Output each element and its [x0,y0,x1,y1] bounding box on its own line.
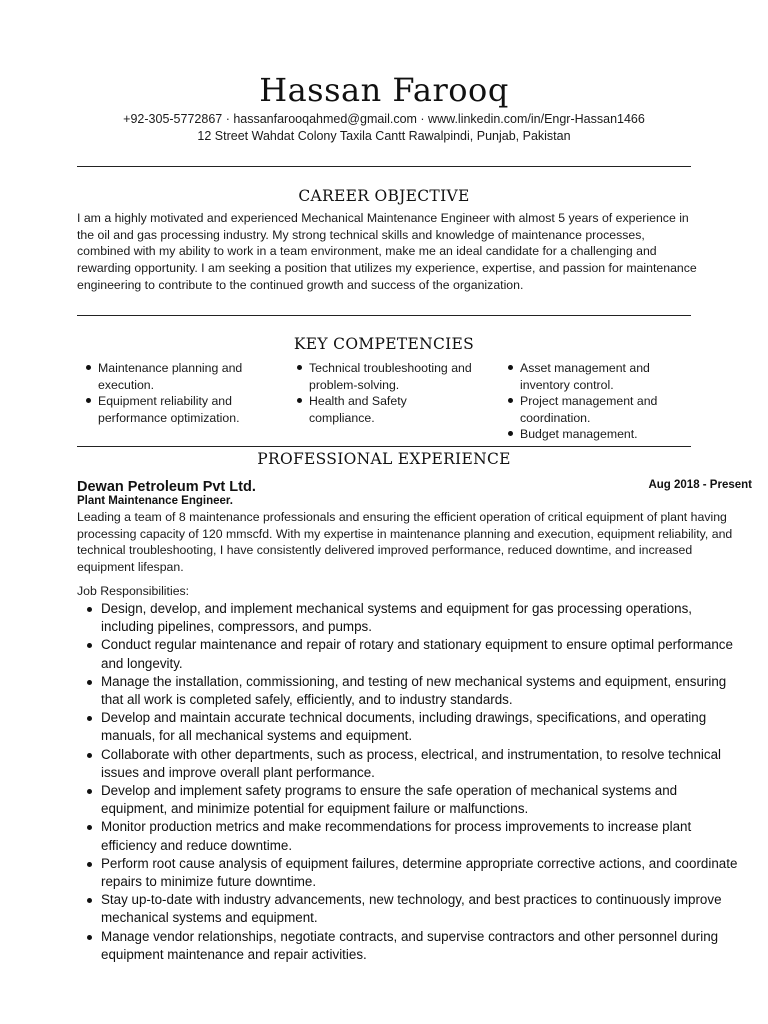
bullet-icon [87,898,92,903]
section-divider [77,315,691,316]
career-objective-text: I am a highly motivated and experienced Mechanical Maintenance Engineer with almost 5 years of experience in the oil and gas processing industry. My strong technical skills and knowledge of maintenance processes, combined with my ability to work in a team environment, make me an ideal candidate for a challenging and rewarding opportunity. I am seeking a position that utilizes my experience, expertise, and passion for maintenance engineering to contribute to the continued growth and success of the organization. [77,211,697,292]
list-item-text: Project management and coordination. [520,394,658,425]
bullet-icon [86,365,91,370]
list-item-text: Develop and maintain accurate technical documents, including drawings, specifications, and operating manuals, for all mechanical systems and equipment. [101,710,707,744]
competencies-column-2 [288,360,473,426]
bullet-icon [86,398,91,403]
list-item [77,818,747,854]
list-item [288,393,473,426]
bullet-icon [297,398,302,403]
competencies-column-1 [77,360,267,426]
list-item [77,709,747,745]
job-responsibilities-list [77,600,747,964]
list-item-text: Develop and implement safety programs to ensure the safe operation of mechanical systems and equipment, and minimize potential for equipment failure or malfunctions. [101,783,678,817]
contact-line: +92-305-5772867 · hassanfarooqahmed@gmail.com · www.linkedin.com/in/Engr-Hassan1466 [123,112,645,126]
list-item [77,393,267,426]
list-item-text: Collaborate with other departments, such as process, electrical, and instrumentation, to resolve technical issues and improve overall plant performance. [101,746,722,780]
list-item-text: Asset management and inventory control. [520,361,650,392]
list-item-text: Technical troubleshooting and problem-solving. [309,361,472,392]
list-item [77,855,747,891]
bullet-icon [87,862,92,867]
list-item [77,928,747,964]
bullet-icon [87,825,92,830]
bullet-icon [87,643,92,648]
job-summary: Leading a team of 8 maintenance professionals and ensuring the efficient operation of critical equipment of plant having processing capacity of 120 mmscfd. With my expertise in maintenance planning and execution, equipment reliability, and technical troubleshooting, I have consistently delivered improved performance, reduced downtime, and increased equipment lifespan. [77,510,733,575]
bullet-icon [87,935,92,940]
list-item-text: Stay up-to-date with industry advancements, new technology, and best practices to continuously improve mechanical systems and equipment. [101,892,722,926]
bullet-icon [87,716,92,721]
list-item [288,360,473,393]
candidate-name: Hassan Farooq [259,71,509,109]
list-item-text: Budget management. [520,427,638,441]
bullet-icon [508,365,513,370]
list-item-text: Manage the installation, commissioning, and testing of new mechanical systems and equipment, ensuring that all work is completed safely, efficiently, and to industry standards. [101,673,727,708]
address-line: 12 Street Wahdat Colony Taxila Cantt Rawalpindi, Punjab, Pakistan [197,129,571,143]
list-item [77,746,747,782]
career-objective-heading: CAREER OBJECTIVE [298,187,470,205]
list-item-text: Equipment reliability and performance optimization. [98,394,240,425]
competencies-column-3 [499,360,689,443]
bullet-icon [87,789,92,794]
list-item [77,636,747,672]
key-competencies-heading: KEY COMPETENCIES [293,335,475,353]
bullet-icon [508,398,513,403]
section-divider [77,446,691,447]
job-title: Plant Maintenance Engineer. [77,495,233,507]
list-item [499,393,689,426]
employment-dates: Aug 2018 - Present [648,479,752,491]
bullet-icon [87,753,92,758]
list-item [77,782,747,818]
list-item [77,891,747,927]
list-item [499,360,689,393]
list-item-text: Conduct regular maintenance and repair of rotary and stationary equipment to ensure optimal performance and longevity. [101,637,733,671]
list-item-text: Perform root cause analysis of equipment failures, determine appropriate corrective actions, and coordinate repairs to minimize future downtime. [101,855,738,890]
list-item [77,360,267,393]
bullet-icon [297,365,302,370]
list-item [77,673,747,709]
bullet-icon [87,680,92,685]
list-item-text: Monitor production metrics and make recommendations for process improvements to increase plant efficiency and reduce downtime. [101,819,692,853]
job-responsibilities-label: Job Responsibilities: [77,584,190,598]
list-item-text: Manage vendor relationships, negotiate contracts, and supervise contractors and other personnel during equipment maintenance and repair activities. [101,928,719,962]
list-item [77,600,747,636]
list-item-text: Health and Safety compliance. [309,394,407,425]
list-item-text: Design, develop, and implement mechanical systems and equipment for gas processing operations, including pipelines, compressors, and pumps. [101,601,692,635]
section-divider [77,166,691,167]
list-item [499,426,689,443]
bullet-icon [508,431,513,436]
professional-experience-heading: PROFESSIONAL EXPERIENCE [257,450,511,468]
bullet-icon [87,607,92,612]
list-item-text: Maintenance planning and execution. [98,361,243,392]
company-name: Dewan Petroleum Pvt Ltd. [77,479,256,495]
